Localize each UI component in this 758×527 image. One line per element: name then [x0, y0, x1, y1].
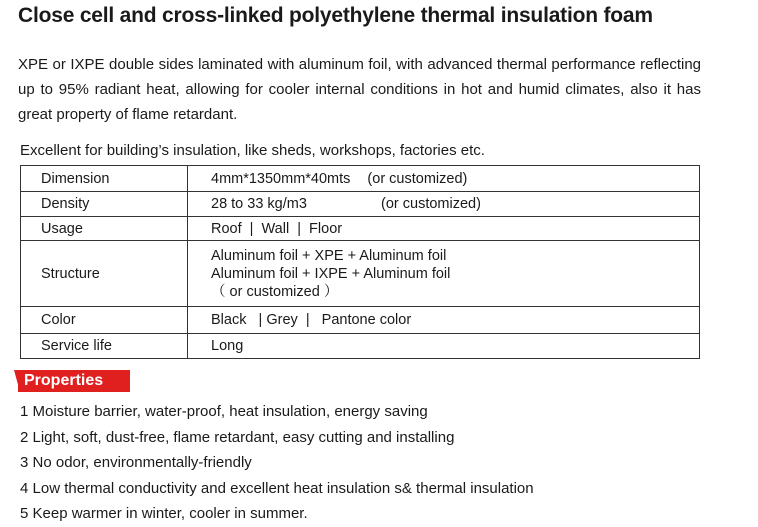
density-note: (or customized): [381, 196, 481, 212]
list-item: 2 Light, soft, dust-free, flame retardant, easy cutting and installing: [20, 428, 455, 446]
structure-line: Aluminum foil + XPE + Aluminum foil: [211, 247, 447, 264]
density-value: 28 to 33 kg/m3: [211, 196, 307, 212]
table-row: [21, 241, 700, 307]
usage-subheading: Excellent for building’s insulation, like sheds, workshops, factories etc.: [20, 142, 485, 159]
structure-line: Aluminum foil + IXPE + Aluminum foil: [211, 265, 451, 282]
table-row: [21, 307, 700, 334]
list-item: 1 Moisture barrier, water-proof, heat insulation, energy saving: [20, 403, 428, 420]
table-row: [21, 334, 700, 359]
row-value: [188, 166, 700, 192]
properties-list: [20, 399, 534, 527]
table-row: [21, 192, 700, 217]
dimension-note: (or customized): [367, 170, 468, 187]
row-label: Color: [21, 307, 188, 334]
row-value: Roof | Wall | Floor: [188, 217, 700, 241]
list-item: 3 No odor, environmentally-friendly: [20, 454, 252, 472]
list-item: 4 Low thermal conductivity and excellent heat insulation s& thermal insulation: [20, 479, 534, 497]
page-title: Close cell and cross-linked polyethylene thermal insulation foam: [18, 4, 653, 27]
row-value: [188, 192, 700, 217]
row-label: Service life: [21, 334, 188, 359]
row-label: Usage: [21, 217, 188, 241]
spec-table: [20, 165, 700, 359]
list-item: 5 Keep warmer in winter, cooler in summer.: [20, 505, 308, 523]
dimension-value: 4mm*1350mm*40mts: [211, 170, 351, 187]
structure-line: （ or customized ）: [211, 283, 339, 300]
row-value: [188, 241, 700, 307]
table-row: [21, 166, 700, 192]
table-row: [21, 217, 700, 241]
properties-heading: Properties: [18, 370, 130, 392]
row-value: Black | Grey | Pantone color: [188, 307, 700, 334]
row-label: Structure: [21, 241, 188, 307]
intro-paragraph: XPE or IXPE double sides laminated with aluminum foil, with advanced thermal performance reflecting up to 95% radiant heat, allowing for cooler internal conditions in hot and humid climates, also it has great property of flame retardant.: [18, 56, 701, 123]
row-label: Density: [21, 192, 188, 217]
row-label: Dimension: [21, 166, 188, 192]
row-value: Long: [188, 334, 700, 359]
